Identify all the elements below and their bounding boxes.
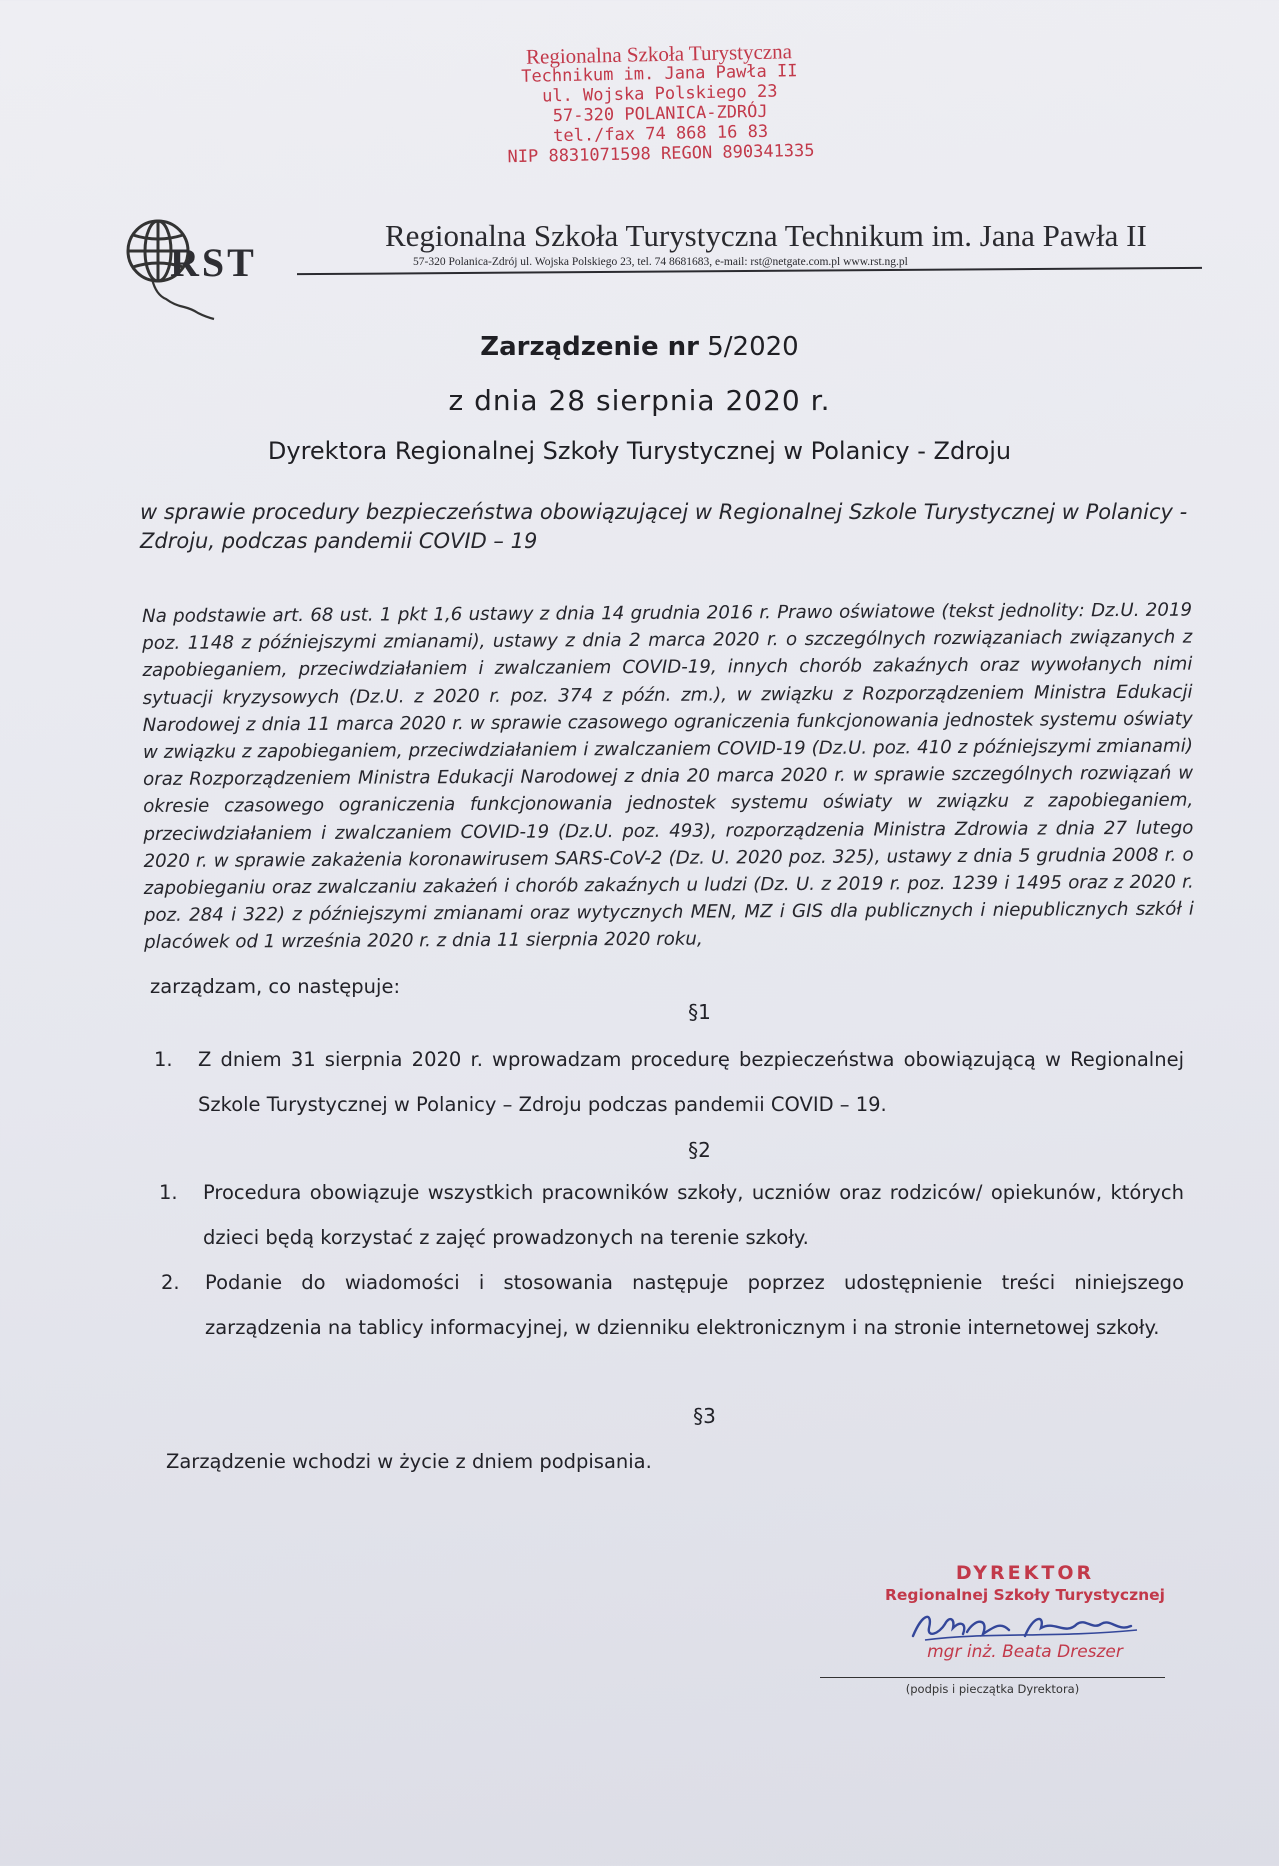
stamp-phone: tel./fax 74 868 16 83: [552, 121, 769, 147]
decree-intro: zarządzam, co następuje:: [150, 975, 401, 998]
letterhead-contact: 57-320 Polanica-Zdrój ul. Wojska Polskiego 23, tel. 74 8681683, e-mail: rst@netgate.com.pl www.rst.ng.pl: [413, 256, 908, 268]
item-number: 1.: [159, 1181, 178, 1204]
stamp-director-school: Regionalnej Szkoły Turystycznej: [884, 1586, 1165, 1604]
stamp-tax-ids: NIP 8831071598 REGON 890341335: [507, 140, 815, 168]
stamp-school-name: Regionalna Szkoła Turystyczna: [525, 39, 793, 69]
section-3-text: Zarządzenie wchodzi w życie z dniem podpisania.: [166, 1450, 652, 1473]
address-stamp: [469, 40, 851, 168]
logo-text: RST: [170, 240, 257, 285]
decree-title-label: Zarządzenie nr: [480, 332, 699, 362]
stamp-director-name: mgr inż. Beata Dreszer: [927, 1642, 1123, 1662]
legal-basis: Na podstawie art. 68 ust. 1 pkt 1,6 ustawy z dnia 14 grudnia 2016 r. Prawo oświatowe (tekst jednolity: Dz.U. 2019 poz. 1148 z późniejszymi zmianami), ustawy z dnia 2 marca 2020 r. o szczególnych rozwiązaniach związanych z zapobieganiem, przeciwdziałaniem i zwalczaniem COVID-19, innych chorób zakaźnych oraz wywołanych nimi sytuacji kryzysowych (Dz.U. z 2020 r. poz. 374 z późn. zm.), w związku z Rozporządzeniem Ministra Edukacji Narodowej z dnia 11 marca 2020 r. w sprawie czasowego ograniczenia funkcjonowania jednostek systemu oświaty w związku z zapobieganiem, przeciwdziałaniem i zwalczaniem COVID-19 (Dz.U. poz. 410 z późniejszymi zmianami) oraz Rozporządzeniem Ministra Edukacji Narodowej z dnia 20 marca 2020 r. w sprawie szczególnych rozwiązań w okresie czasowego ograniczenia funkcjonowania jednostek systemu oświaty w związku z zapobieganiem, przeciwdziałaniem i zwalczaniem COVID-19 (Dz.U. poz. 493), rozporządzenia Ministra Zdrowia z dnia 27 lutego 2020 r. w sprawie zakażenia koronawirusem SARS-CoV-2 (Dz. U. 2020 poz. 325), ustawy z dnia 5 grudnia 2008 r. o zapobieganiu oraz zwalczaniu zakażeń i chorób zakaźnych u ludzi (Dz. U. z 2019 r. poz. 1239 i 1495 oraz z 2020 r. poz. 284 i 322) z późniejszymi zmianami oraz wytycznych MEN, MZ i GIS dla publicznych i niepublicznych szkół i placówek od 1 września 2020 r. z dnia 11 sierpnia 2020 roku,: [142, 599, 1194, 954]
item-text: Z dniem 31 sierpnia 2020 r. wprowadzam procedurę bezpieczeństwa obowiązującą w Regionalnej Szkole Turystycznej w Polanicy – Zdroju podczas pandemii COVID – 19.: [198, 1048, 1184, 1116]
section-1-mark: §1: [688, 1000, 711, 1024]
decree-issuer: Dyrektora Regionalnej Szkoły Turystycznej w Polanicy - Zdroju: [267, 437, 1012, 465]
decree-subject: w sprawie procedury bezpieczeństwa obowiązującej w Regionalnej Szkole Turystycznej w Polanicy - Zdroju, podczas pandemii COVID – 19: [140, 500, 1188, 553]
section-2-item-1: [159, 1170, 1184, 1260]
decree-number: 5/2020: [707, 332, 799, 362]
rst-logo: [122, 215, 292, 330]
letterhead-title: Regionalna Szkoła Turystyczna Technikum im. Jana Pawła II: [385, 218, 1147, 253]
decree-title: [0, 332, 1279, 362]
handwritten-signature: [905, 1606, 1145, 1646]
stamp-director-title: DYREKTOR: [955, 1562, 1095, 1584]
stamp-city: 57-320 POLANICA-ZDRÓJ: [552, 101, 768, 127]
letterhead-divider: [297, 267, 1202, 275]
item-number: 1.: [154, 1048, 173, 1071]
signature-caption: (podpis i pieczątka Dyrektora): [905, 1682, 1080, 1696]
stamp-school-type: Technikum im. Jana Pawła II: [521, 61, 798, 87]
section-2-mark: §2: [688, 1138, 711, 1162]
section-3-mark: §3: [693, 1404, 716, 1428]
section-1-item-1: [154, 1037, 1184, 1127]
section-2-item-2: [161, 1260, 1184, 1350]
item-text: Procedura obowiązuje wszystkich pracowników szkoły, uczniów oraz rodziców/ opiekunów, których dzieci będą korzystać z zajęć prowadzonych na terenie szkoły.: [203, 1181, 1184, 1249]
stamp-street: ul. Wojska Polskiego 23: [541, 81, 778, 107]
item-text: Podanie do wiadomości i stosowania następuje poprzez udostępnienie treści niniejszego zarządzenia na tablicy informacyjnej, w dzienniku elektronicznym i na stronie internetowej szkoły.: [205, 1271, 1184, 1339]
director-stamp: [870, 1562, 1180, 1662]
signature-line: [820, 1677, 1165, 1678]
logo-swoosh: [152, 279, 214, 319]
item-number: 2.: [161, 1271, 180, 1294]
decree-date: z dnia 28 sierpnia 2020 r.: [448, 384, 831, 417]
